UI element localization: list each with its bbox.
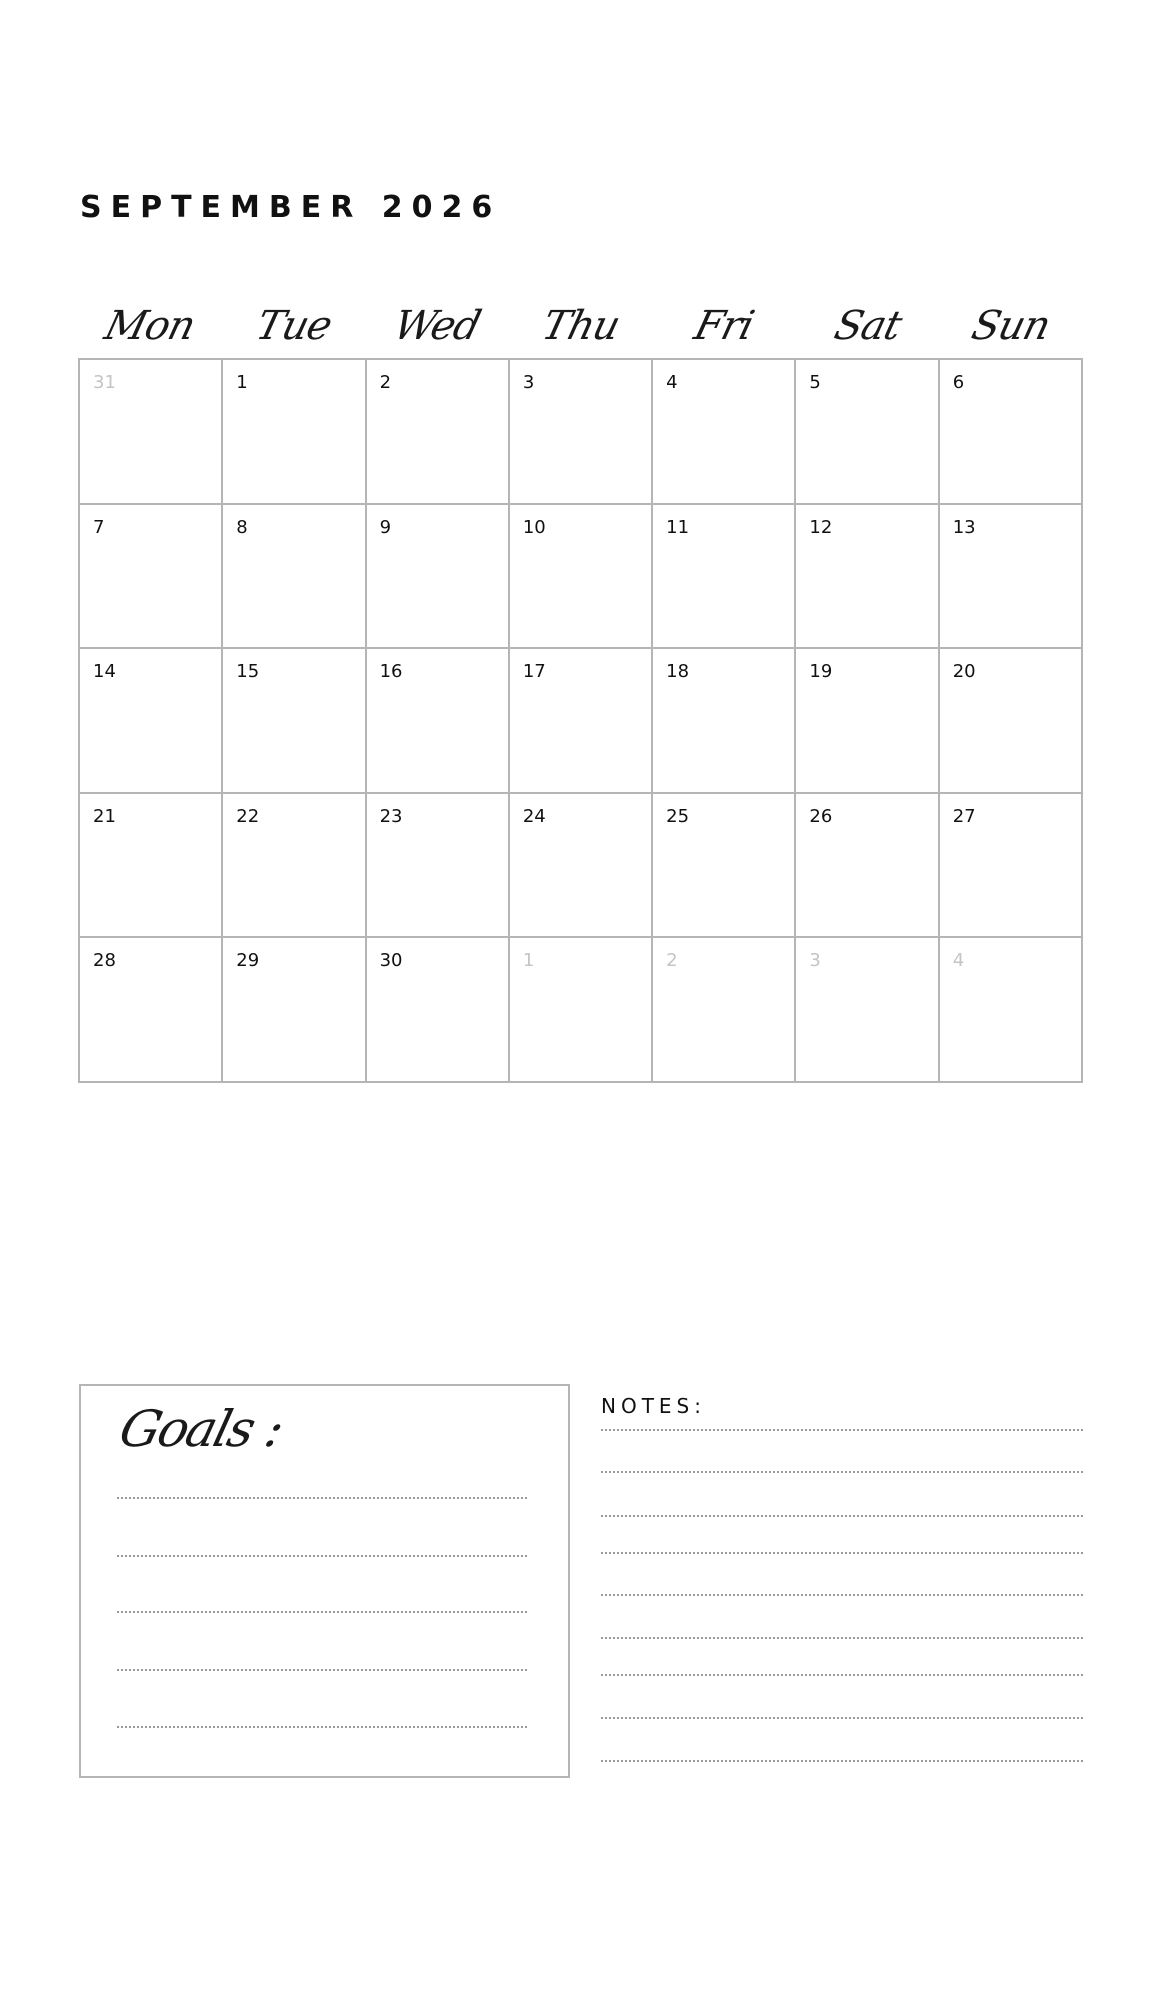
weekday-header-row (78, 296, 1083, 356)
notes-line[interactable] (601, 1717, 1083, 1719)
day-cell[interactable] (653, 649, 796, 794)
notes-line[interactable] (601, 1471, 1083, 1473)
day-number: 19 (809, 661, 833, 683)
day-cell[interactable] (940, 649, 1083, 794)
notes-line[interactable] (601, 1515, 1083, 1517)
day-number: 21 (93, 805, 116, 827)
day-cell[interactable] (510, 649, 653, 794)
day-cell[interactable] (510, 794, 653, 939)
day-cell[interactable] (80, 794, 223, 939)
day-number: 27 (952, 805, 976, 827)
goals-line[interactable] (117, 1497, 527, 1499)
day-cell[interactable] (223, 360, 366, 505)
weekday-label-sun: Sun (967, 303, 1055, 349)
day-number: 5 (809, 372, 821, 393)
day-number: 30 (379, 950, 403, 972)
day-number: 1 (236, 372, 248, 393)
day-cell[interactable] (653, 794, 796, 939)
day-number: 15 (236, 661, 260, 683)
day-cell[interactable] (796, 649, 939, 794)
day-cell[interactable] (940, 505, 1083, 650)
day-number: 10 (522, 516, 546, 538)
day-cell[interactable] (796, 938, 939, 1083)
day-cell[interactable] (80, 649, 223, 794)
day-number: 4 (952, 950, 965, 972)
day-cell[interactable] (510, 505, 653, 650)
day-number: 2 (666, 950, 678, 972)
goals-line[interactable] (117, 1555, 527, 1557)
day-cell[interactable] (223, 794, 366, 939)
notes-line[interactable] (601, 1594, 1083, 1596)
notes-line[interactable] (601, 1429, 1083, 1431)
day-cell[interactable] (653, 505, 796, 650)
day-cell[interactable] (653, 938, 796, 1083)
day-cell[interactable] (367, 794, 510, 939)
day-number: 20 (952, 661, 976, 683)
day-number: 3 (809, 950, 821, 972)
day-cell[interactable] (940, 794, 1083, 939)
day-number: 18 (666, 661, 690, 683)
day-cell[interactable] (940, 360, 1083, 505)
day-number: 11 (666, 516, 690, 538)
weekday-label-wed: Wed (389, 303, 485, 349)
day-number: 16 (379, 661, 403, 683)
day-number: 6 (952, 372, 965, 393)
day-cell[interactable] (367, 649, 510, 794)
day-cell[interactable] (510, 360, 653, 505)
goals-line[interactable] (117, 1611, 527, 1613)
notes-line[interactable] (601, 1760, 1083, 1762)
goals-box (79, 1384, 570, 1778)
day-number: 25 (666, 805, 690, 827)
weekday-label-mon: Mon (100, 303, 200, 349)
day-number: 12 (809, 516, 833, 538)
notes-line[interactable] (601, 1637, 1083, 1639)
day-number: 23 (379, 805, 403, 827)
day-number: 13 (952, 516, 976, 538)
day-cell[interactable] (796, 505, 939, 650)
goals-title: Goals : (113, 1400, 289, 1458)
day-number: 28 (93, 950, 116, 972)
day-number: 17 (522, 661, 546, 683)
day-cell[interactable] (80, 938, 223, 1083)
day-number: 1 (522, 950, 535, 972)
day-number: 22 (236, 805, 260, 827)
day-number: 3 (522, 372, 535, 393)
day-number: 9 (379, 516, 392, 538)
day-cell[interactable] (223, 505, 366, 650)
day-cell[interactable] (223, 938, 366, 1083)
day-number: 2 (379, 372, 392, 393)
goals-line[interactable] (117, 1726, 527, 1728)
day-number: 8 (236, 516, 248, 538)
day-number: 14 (93, 661, 116, 683)
notes-line[interactable] (601, 1674, 1083, 1676)
goals-line[interactable] (117, 1669, 527, 1671)
day-number: 26 (809, 805, 833, 827)
weekday-label-sat: Sat (829, 303, 906, 349)
weekday-label-fri: Fri (689, 303, 759, 349)
weekday-label-tue: Tue (251, 303, 336, 349)
notes-line[interactable] (601, 1552, 1083, 1554)
day-cell[interactable] (367, 938, 510, 1083)
day-number: 29 (236, 950, 260, 972)
day-cell[interactable] (796, 360, 939, 505)
day-number: 31 (93, 372, 116, 393)
day-cell[interactable] (80, 505, 223, 650)
day-number: 7 (93, 516, 105, 538)
day-cell[interactable] (367, 505, 510, 650)
day-cell[interactable] (940, 938, 1083, 1083)
day-cell[interactable] (367, 360, 510, 505)
day-number: 4 (666, 372, 678, 393)
calendar-grid (78, 358, 1083, 1083)
day-cell[interactable] (80, 360, 223, 505)
day-number: 24 (522, 805, 546, 827)
notes-title: NOTES: (601, 1394, 706, 1418)
day-cell[interactable] (653, 360, 796, 505)
weekday-label-thu: Thu (537, 303, 624, 349)
day-cell[interactable] (223, 649, 366, 794)
page-title: SEPTEMBER 2026 (80, 190, 502, 225)
day-cell[interactable] (510, 938, 653, 1083)
day-cell[interactable] (796, 794, 939, 939)
